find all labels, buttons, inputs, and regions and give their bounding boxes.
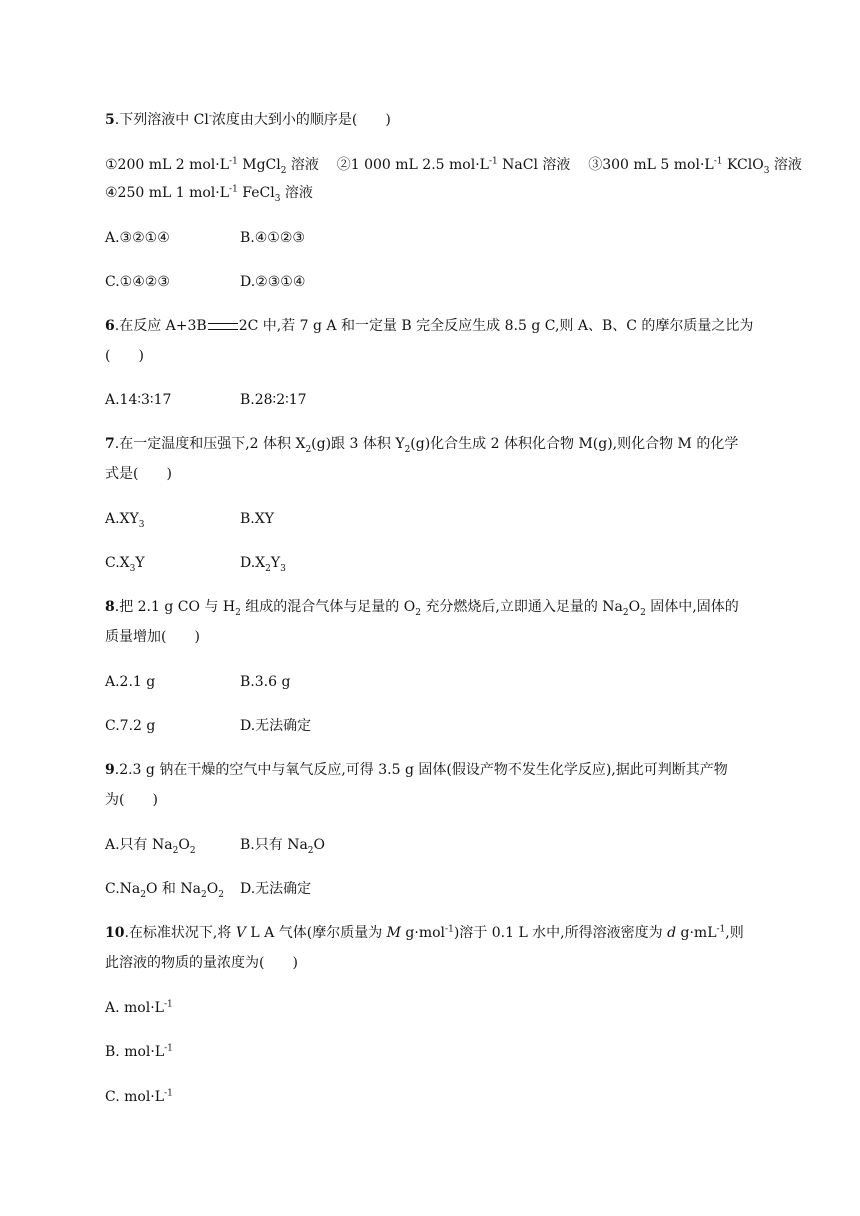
q10-stem: 10.在标准状况下,将 V L A 气体(摩尔质量为 M g·mol$^{-1}$)溶于 0.1 L 水中,所得溶液密度为 d $g\cdot mL^{-1}$,则 [105,924,744,941]
q5-option-b: B.④①②③ [240,230,305,246]
q7-stem: 7.在一定温度和压强下,2 体积 $X_2(g)$跟 3 体积 $Y_2(g)$化合生成 2 体积化合物 M(g),则化合物 M 的化学 [105,436,739,455]
q8-option-c: C.7.2 g [105,718,156,734]
q9-number: 9 [105,762,115,778]
q6-option-b: B.28∶2∶17 [240,392,307,408]
q5-option-a: A.③②①④ [105,230,170,246]
q9-option-d: D.无法确定 [240,881,312,897]
q5-number: 5 [105,112,115,128]
q7-option-c: $C.X_3Y$ [105,555,145,574]
q8-stem: 8.把 2.1 g CO 与 $H_2$ 组成的混合气体与足量的 $O_2$ 充分燃烧后,立即通入足量的 $Na_2O_2$ 固体中,固体的 [105,599,739,618]
q8-stem-line2: 质量增加( ) [105,629,200,645]
q6-stem-text-a: .在反应 A+3B [114,318,207,334]
q7-number: 7 [105,436,115,452]
q10-stem-line2: 此溶液的物质的量浓度为( ) [105,955,298,971]
q5-items-line2 [105,183,313,203]
q5-stem [105,110,391,130]
q9-option-b: B.只有 $Na_2O$ [240,837,326,856]
q5-item-2: ②1 000 mL 2.5 $mol\cdot L^{-1}$ NaCl 溶液 [336,156,571,173]
q5-stem-text-b: 浓度由大到小的顺序是( ) [211,112,391,128]
q6-number: 6 [105,318,115,334]
q9-stem-line2: 为( ) [105,792,158,808]
q10-option-b: B. $mol\cdot L^{-1}$ [105,1043,173,1060]
q5-option-d: D.②③①④ [240,274,306,290]
q5-item-3: ③300 mL 5 $mol\cdot L^{-1}$ KClO$_3$ 溶液 [588,156,802,176]
q5-item-4: ④250 mL 1 $mol\cdot L^{-1}$ FeCl$_3$ 溶液 [105,184,313,204]
q5-item-1: ①200 mL 2 $mol\cdot L^{-1}$ MgCl$_2$ 溶液 [105,156,319,176]
q10-number: 10 [105,925,125,941]
q5-option-c: C.①④②③ [105,274,170,290]
q5-stem-text-a: .下列溶液中 Cl [114,112,209,128]
q8-option-b: B.3.6 g [240,674,291,690]
q9-option-c: $C.Na_2O$ 和 $Na_2O_2$ [105,881,224,900]
q7-option-a: $A.XY_3$ [105,511,145,530]
q8-number: 8 [105,599,115,615]
q5-items-line1 [105,155,802,175]
q6-stem-text-b: 2C 中,若 7 g A 和一定量 B 完全反应生成 8.5 g C,则 A、B、C 的摩尔质量之比为 [238,318,754,334]
q6-stem-line2: ( ) [105,348,144,364]
q7-stem-line2: 式是( ) [105,466,172,482]
q10-option-a: A. $mol\cdot L^{-1}$ [105,999,173,1016]
equals-sign-icon [208,323,238,330]
q5-stem-sup: - [208,111,212,122]
q6-option-a: A.14∶3∶17 [105,392,172,408]
q9-option-a: A.只有 $Na_2O_2$ [105,837,196,856]
q6-stem [105,316,753,336]
q7-option-b: B.XY [240,511,274,527]
q9-stem: 9.2.3 g 钠在干燥的空气中与氧气反应,可得 3.5 g 固体(假设产物不发生化学反应),据此可判断其产物 [105,762,728,778]
q8-option-d: D.无法确定 [240,718,312,734]
q10-option-c: C. $mol\cdot L^{-1}$ [105,1088,173,1105]
q7-option-d: $D.X_2Y_3$ [240,555,286,574]
q8-option-a: A.2.1 g [105,674,156,690]
